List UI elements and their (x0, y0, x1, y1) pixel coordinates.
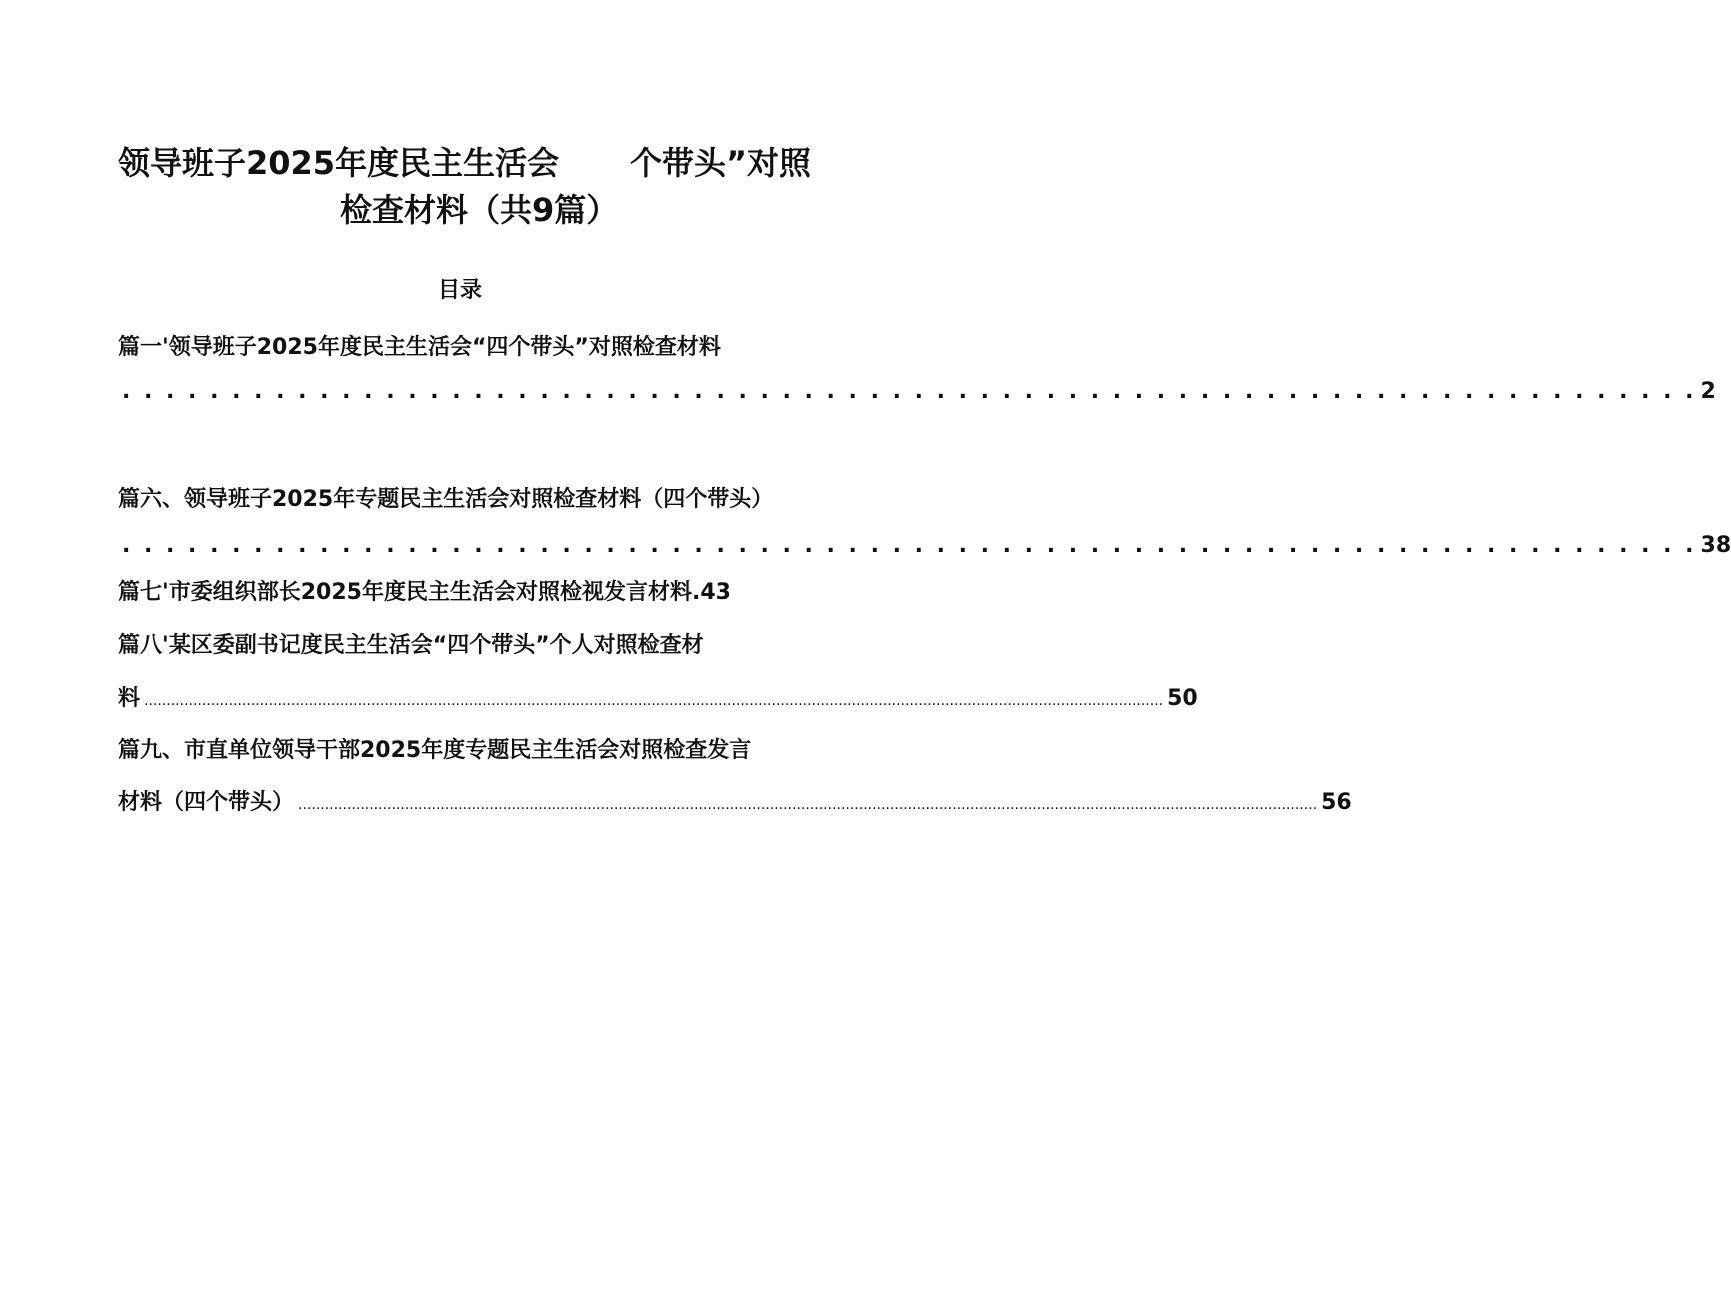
toc-entry-3[interactable] (118, 578, 731, 608)
toc-entry-2-title[interactable]: 篇六、领导班子2025年专题民主生活会对照检查材料（四个带头） (118, 487, 774, 512)
toc-entry-1-title[interactable]: 篇一'领导班子2025年度民主生活会“四个带头”对照检查材料 (118, 335, 721, 360)
toc-entry-5-continuation: 材料（四个带头） (118, 790, 295, 815)
document-title-part-3: 检查材料（共9篇） (340, 191, 619, 229)
toc-entry-5-dots: ..................................................................................................................................................................................................................................... (298, 797, 1318, 813)
toc-entry-2-page: 38 (1700, 533, 1731, 558)
toc-entry-1-leader[interactable] (118, 377, 1716, 407)
toc-heading: 目录 (437, 278, 482, 303)
toc-entry-4-continuation: 料 (118, 686, 141, 711)
toc-entry-4-leader[interactable] (118, 684, 1198, 714)
toc-entry-2-dots: . . . . . . . . . . . . . . . . . . . . . . . . . . . . . . . . . . . . . . . . . . . . . . . . . . . . . . . . . . . . . . . . . . . . . . . . (122, 533, 1697, 558)
toc-entry-5-leader[interactable] (118, 788, 1352, 818)
toc-entry-4-title[interactable]: 篇八'某区委副书记度民主生活会“四个带头”个人对照检查材 (118, 633, 704, 658)
toc-entry-4-page: 50 (1167, 686, 1198, 711)
toc-entry-3-title: 篇七'市委组织部长2025年度民主生活会对照检视发言材料. (118, 580, 701, 605)
toc-entry-2-leader[interactable] (118, 531, 1731, 561)
toc-entry-1-page: 2 (1700, 379, 1716, 404)
toc-entry-3-page: 43 (700, 580, 731, 605)
toc-entry-5-title[interactable]: 篇九、市直单位领导干部2025年度专题民主生活会对照检查发言 (118, 738, 752, 763)
document-title-part-1: 领导班子2025年度民主生活会 (118, 144, 560, 182)
toc-entry-4-dots: ..................................................................................................................................................................................................................................... (144, 693, 1164, 709)
document-title-part-2: 个带头”对照 (630, 144, 812, 182)
toc-entry-5-page: 56 (1321, 790, 1352, 815)
toc-entry-1-dots: . . . . . . . . . . . . . . . . . . . . . . . . . . . . . . . . . . . . . . . . . . . . . . . . . . . . . . . . . . . . . . . . . . . . . . . . (122, 379, 1697, 404)
